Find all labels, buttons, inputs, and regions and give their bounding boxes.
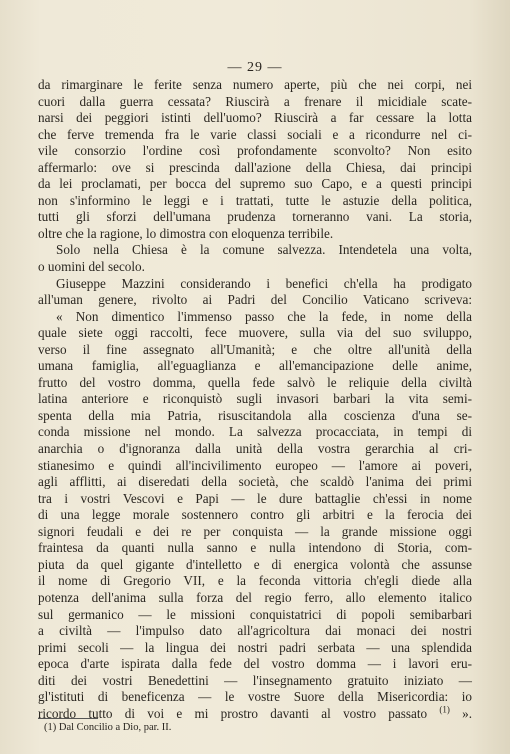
text-line: oltre che la ragione, lo dimostra con eloquenza terribile.	[38, 225, 334, 241]
text-line: diti dei vostri Benedettini — l'insegnamento gratuito iniziato —	[38, 672, 472, 688]
text-line: il nome di Gregorio VII, e la feconda vittoria ch'egli diede alla	[38, 573, 472, 589]
text-line: da rimarginare le ferite senza numero aperte, più che nei corpi, nei	[38, 77, 472, 92]
text-line: sul germanico — le missioni conquistatrici di popoli semibarbari	[38, 606, 472, 622]
paragraph-4-quotation	[38, 309, 472, 723]
text-line: latina anteriore e riconquistò sugli invasori barbari la vita semi-	[38, 391, 472, 407]
text-line: primi secoli — la lingua dei nostri padri serbata — una splendida	[38, 639, 472, 655]
text-line: di una legge morale sostennero contro gli arbitri e la ferocia dei	[38, 507, 472, 523]
text-line: Giuseppe Mazzini considerando i benefici ch'ella ha prodigato	[56, 275, 472, 291]
text-line: umana famiglia, all'eguaglianza e all'emancipazione delle anime,	[38, 358, 472, 374]
text-line: piuta da quel gigante d'intelletto e di energica volontà che assunse	[38, 556, 472, 572]
paragraph-1	[38, 77, 472, 242]
text-line: all'uman genere, rivolto ai Padri del Concilio Vaticano scriveva:	[38, 292, 472, 308]
page-number: — 29 —	[227, 60, 283, 75]
last-line-text: ricordo tutto di voi e mi prostro davanti al vostro passato	[38, 705, 428, 721]
body-text	[38, 77, 472, 722]
text-line: o uomini del secolo.	[38, 259, 145, 275]
text-line: non s'informino le leggi e i trattati, tutte le astuzie della politica,	[38, 192, 472, 208]
footnote: (1) Dal Concilio a Dio, par. II.	[44, 722, 172, 733]
text-line: potenza dell'anima sulla forza del regio ferro, allo elemento italico	[38, 589, 472, 605]
text-line: affermarlo: ove si prescinda dall'azione della Chiesa, dai principi	[38, 159, 472, 175]
text-line: gl'istituti di beneficenza — le vostre Suore della Misericordia: io	[38, 689, 472, 705]
text-line: spenta della mia Patria, risuscitandola alla coscienza d'una se-	[38, 407, 472, 423]
text-line: che ferve tremenda fra le varie classi sociali e a ricondurre nel ci-	[38, 126, 472, 142]
text-line: verso il fine assegnato all'Umanità; e che oltre all'unità della	[38, 341, 472, 357]
text-line: cuori dalla guerra cessata? Riuscirà a frenare il micidiale scate-	[38, 93, 472, 109]
text-line: conda missione nel mondo. La salvezza procacciata, in tempi di	[38, 424, 472, 440]
text-line: fraintesa da quanti nulla sanno e nulla intendono di Storia, com-	[38, 540, 472, 556]
text-line: frutto del vostro domma, quella fede salvò le reliquie della civiltà	[38, 374, 472, 390]
footnote-rule	[38, 718, 98, 719]
footnote-reference: (1)	[439, 704, 450, 715]
text-line: anarchia o d'ignoranza dalla unità della vostra gerarchia al cri-	[38, 441, 472, 457]
text-line: agli afflitti, ai diseredati della società, che scaldò l'anima dei primi	[38, 474, 472, 490]
text-line: tra i vostri Vescovi e Papi — le dure battaglie ch'essi in nome	[38, 490, 472, 506]
text-line: da lei proclamati, per bocca del supremo suo Capo, e a questi principi	[38, 176, 472, 192]
text-line: « Non dimentico l'immenso passo che la fede, in nome della	[56, 308, 472, 324]
closing-quote: ».	[449, 705, 472, 721]
text-line: quale siete oggi raccolti, fece muovere, sulla via del suo sviluppo,	[38, 325, 472, 341]
text-line-last	[38, 706, 472, 723]
paragraph-2	[38, 242, 472, 275]
paragraph-3	[38, 276, 472, 309]
text-line: epoca d'arte ispirata dalla fede del vostro domma — i lavori eru-	[38, 656, 472, 672]
text-line: Solo nella Chiesa è la comune salvezza. Intendetela una volta,	[56, 242, 472, 258]
text-line: tutti gli sforzi dell'umana prudenza torneranno vani. La storia,	[38, 209, 472, 225]
text-line: stianesimo e quindi all'incivilimento europeo — l'amore ai poveri,	[38, 457, 472, 473]
text-line: signori feudali e dei re per conquista — la grande missione oggi	[38, 523, 472, 539]
text-line: narsi dei peggiori istinti dell'uomo? Riuscirà a far cessare la lotta	[38, 110, 472, 126]
text-line: vile consorzio l'ordine così profondamente sconvolto? Non esito	[38, 143, 472, 159]
text-line: a civiltà — l'impulso dato all'agricoltura dai monaci dei nostri	[38, 623, 472, 639]
